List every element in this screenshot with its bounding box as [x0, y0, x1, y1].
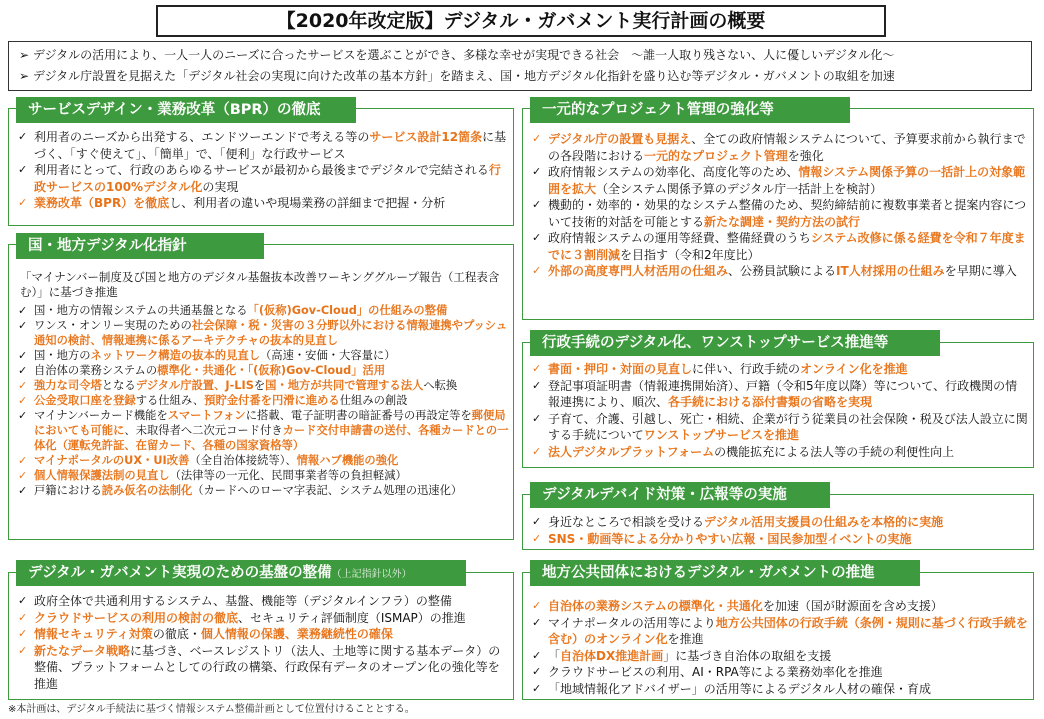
item-text: マイナポータルの活用等により — [548, 615, 716, 630]
item-text: 国・地方の情報システムの共通基盤となる — [34, 304, 248, 317]
item-text: 機動的・効率的・効果的なシステム整備のため、契約締結前に複数事業者と提案内容について技術的対話を可能とする — [548, 198, 1027, 229]
check-icon: ✓ — [18, 484, 28, 497]
intro-box — [8, 41, 1032, 91]
check-icon: ✓ — [18, 594, 28, 607]
item-text: 利用者のニーズから出発する、エンドツーエンドで考える等の — [34, 130, 370, 144]
item-text: に伴い、行政手続の — [692, 362, 801, 376]
highlight-text: マイナポータルのUX・UI改善 — [34, 454, 190, 467]
intro-line: ➢ デジタルの活用により、一人一人のニーズに合ったサービスを選ぶことができ、多様な幸せが実現できる社会 ～誰一人取り残さない、人に優しいデジタル化～ — [19, 48, 895, 62]
item-text: 、セキュリティ評価制度（ISMAP）の推進 — [238, 610, 466, 625]
item-list — [18, 303, 514, 498]
highlight-text: ネットワーク構造の抜本的見直し — [90, 349, 260, 362]
check-icon: ✓ — [532, 231, 542, 244]
check-icon: ✓ — [18, 364, 28, 377]
item-text: （カードへのローマ字表記、システム処理の迅速化） — [192, 484, 463, 497]
item-text: 利用者にとって、行政のあらゆるサービスが最初から最後までデジタルで完結される — [34, 163, 489, 177]
item-text: マイナンバーカード機能を — [34, 409, 168, 422]
list-item — [18, 626, 510, 643]
item-text: （全システム関係予算のデジタル庁一括計上を検討） — [596, 181, 883, 196]
check-icon: ✓ — [18, 454, 28, 467]
item-text: 登記事項証明書（情報連携開始済）、戸籍（令和5年度以降）等について、行政機関の情報連携により、順次、 — [548, 378, 1018, 409]
highlight-text: 外部の高度専門人材活用の仕組み — [548, 264, 729, 278]
list-item — [18, 468, 514, 483]
item-text: （法律等の一元化、民間事業者等の負担軽減） — [169, 469, 407, 482]
list-item — [532, 378, 1028, 411]
list-item — [18, 318, 514, 348]
item-text: 戸籍における — [34, 484, 102, 497]
check-icon: ✓ — [532, 681, 542, 695]
item-list — [532, 514, 1028, 547]
highlight-text: クラウドサービスの利用の検討の徹底 — [34, 610, 239, 625]
check-icon: ✓ — [532, 648, 542, 662]
highlight-text: 自治体DX推進計画 — [560, 648, 664, 663]
list-item — [18, 643, 510, 693]
list-item — [532, 531, 1028, 548]
highlight-text: 公金受取口座を登録 — [34, 394, 136, 407]
check-icon: ✓ — [532, 665, 542, 678]
highlight-text: 郵便局においても可能に — [34, 409, 506, 437]
highlight-text: 業務改革（BPR）を徹底 — [34, 196, 170, 210]
section-heading-divide: デジタルデバイド対策・広報等の実施 — [530, 482, 830, 508]
highlight-text: 一元的なプロジェクト管理 — [644, 148, 788, 163]
list-item — [532, 361, 1028, 378]
check-icon: ✓ — [532, 531, 542, 545]
highlight-text: 社会保障・税・災害の３分野以外における情報連携やプッシュ通知の検討、情報連携に係るアーキテクチャの抜本的見直し — [34, 319, 508, 347]
highlight-text: デジタル活用支援員の仕組みを本格的に実施 — [703, 515, 944, 529]
list-item — [18, 610, 510, 627]
list-item — [532, 514, 1028, 531]
item-text: を早期に導入 — [944, 264, 1017, 278]
highlight-text: カード交付申請書の送付、各種カードとの一体化（運転免許証、在留カード、各種の国家資格等） — [34, 424, 509, 452]
check-icon: ✓ — [18, 469, 28, 482]
item-text: 、全ての政府情報システムについて、予算要求前から執行までの各段階における — [548, 132, 1026, 163]
item-text: 子育て、介護、引越し、死亡・相続、企業が行う従業員の社会保険・税及び法人設立に関する手続について — [548, 411, 1028, 442]
check-icon: ✓ — [532, 264, 542, 277]
section-heading-onestop: 行政手続のデジタル化、ワンストップサービス推進等 — [530, 330, 940, 356]
list-item — [532, 681, 1028, 698]
highlight-text: 情報ハブ機能の強化 — [296, 454, 399, 467]
item-text: ワンス・オンリー実現のための — [34, 319, 192, 332]
check-icon: ✓ — [532, 411, 542, 425]
highlight-text: 地方公共団体の行政手続（条例・規則に基づく行政手続を含む）のオンライン化 — [548, 615, 1028, 646]
list-item — [18, 162, 510, 195]
intro-line: ➢ デジタル庁設置を見据えた「デジタル社会の実現に向けた改革の基本方針」を踏まえ、国・地方デジタル化指針を盛り込む等デジタル・ガバメントの取組を加速 — [19, 69, 895, 83]
check-icon: ✓ — [18, 163, 28, 176]
item-text: となる — [101, 379, 136, 392]
list-item — [532, 664, 1028, 681]
section-heading-infra-title: デジタル・ガバメント実現のための基盤の整備 — [28, 565, 332, 581]
section-heading-bpr: サービスデザイン・業務改革（BPR）の徹底 — [16, 97, 356, 123]
item-text: し、利用者の違いや現場業務の詳細まで把握・分析 — [169, 196, 446, 210]
highlight-text: システム改修に係る経費を令和７年度までに３割削減 — [548, 231, 1026, 262]
list-item — [18, 593, 510, 610]
highlight-text: 個人情報の保護、業務継続性の確保 — [200, 627, 393, 641]
highlight-text: 読み仮名の法制化 — [101, 484, 193, 497]
item-text: 政府情報システムの効率化、高度化等のため、 — [548, 165, 799, 179]
list-item — [18, 378, 514, 393]
highlight-text: 預貯金付番を円滑に進める — [204, 394, 340, 407]
check-icon: ✓ — [532, 515, 542, 528]
item-text: （高速・安価・大容量に） — [259, 349, 396, 362]
check-icon: ✓ — [532, 378, 542, 392]
check-icon: ✓ — [532, 132, 542, 145]
list-item — [532, 615, 1028, 648]
highlight-text: 書面・押印・対面の見直し — [548, 362, 693, 376]
footnote: ※本計画は、デジタル手続法に基づく情報システム整備計画として位置付けることとする。 — [8, 704, 415, 715]
highlight-text: 情報システム関係予算の一括計上の対象範囲を拡大 — [548, 165, 1026, 196]
item-text: 国・地方の — [34, 349, 91, 362]
item-text: 、未取得者へ二次元コード付き — [124, 424, 283, 437]
highlight-text: スマートフォン — [167, 409, 246, 422]
check-icon: ✓ — [532, 362, 542, 375]
item-text: に搭載、電子証明書の暗証番号の再設定等を — [245, 409, 472, 422]
check-icon: ✓ — [18, 196, 28, 209]
highlight-text: 個人情報保護法制の見直し — [34, 469, 170, 482]
list-item — [18, 303, 514, 318]
check-icon: ✓ — [532, 165, 542, 178]
item-text: （全自治体接続等）、 — [189, 454, 297, 467]
item-text: を強化 — [787, 148, 824, 163]
item-list — [18, 129, 510, 212]
highlight-text: 自治体の業務システムの標準化・共通化 — [548, 599, 763, 613]
item-text: へ転換 — [423, 379, 458, 392]
item-text: に基づく、「すぐ使えて」、「簡単」で、「便利」な行政サービス — [34, 130, 507, 161]
check-icon: ✓ — [18, 610, 28, 624]
highlight-text: 法人デジタルプラットフォーム — [548, 444, 715, 459]
section-heading-pm: 一元的なプロジェクト管理の強化等 — [530, 97, 850, 123]
highlight-text: ワンストップサービスを推進 — [643, 428, 800, 442]
highlight-text: 行政サービスの100%デジタル化 — [34, 163, 501, 194]
item-list — [532, 131, 1028, 280]
highlight-text: IT人材採用の仕組み — [836, 264, 945, 278]
highlight-text: サービス設計12箇条 — [369, 130, 483, 144]
item-text: を — [253, 379, 266, 392]
section-lead: 「マイナンバー制度及び国と地方のデジタル基盤抜本改善ワーキンググループ報告（工程表含む）」に基づき推進 — [20, 270, 500, 299]
highlight-text: SNS・動画等による分かりやすい広報・国民参加型イベントの実施 — [548, 531, 912, 546]
highlight-text: 新たなデータ戦略 — [34, 643, 131, 658]
item-text: クラウドサービスの利用、AI・RPA等による業務効率化を推進 — [548, 665, 883, 679]
item-text: 仕組みの創設 — [339, 394, 408, 407]
section-heading-infra — [16, 560, 466, 586]
item-text: する仕組み、 — [135, 394, 205, 407]
item-text: を目指す（令和2年度比） — [620, 247, 760, 262]
highlight-text: 新たな調達・契約方法の試行 — [704, 214, 861, 229]
list-item — [532, 263, 1028, 280]
check-icon: ✓ — [18, 409, 28, 422]
item-text: 「地域情報化アドバイザー」の活用等によるデジタル人材の確保・育成 — [548, 681, 932, 696]
list-item — [532, 197, 1028, 230]
item-list — [532, 598, 1028, 697]
check-icon: ✓ — [18, 379, 28, 392]
check-icon: ✓ — [18, 643, 28, 657]
page-title: 【2020年改定版】デジタル・ガバメント実行計画の概要 — [156, 5, 886, 37]
check-icon: ✓ — [18, 394, 28, 407]
list-item — [532, 444, 1028, 461]
item-text: を推進 — [667, 632, 704, 646]
check-icon: ✓ — [18, 319, 28, 332]
highlight-text: 各手続における添付書類の省略を実現 — [668, 395, 873, 409]
list-item — [532, 131, 1028, 164]
list-item — [18, 363, 514, 378]
section-heading-local: 国・地方デジタル化指針 — [16, 233, 264, 259]
list-item — [18, 453, 514, 468]
highlight-text: デジタル庁設置、J-LIS — [135, 379, 254, 392]
item-text: 」に基づき自治体の取組を支援 — [663, 648, 832, 663]
check-icon: ✓ — [532, 444, 542, 458]
item-text: の徹底・ — [152, 627, 201, 641]
highlight-text: デジタル庁の設置も見据え — [548, 132, 692, 146]
item-text: 、公務員試験による — [728, 264, 837, 278]
highlight-text: 「(仮称)Gov-Cloud」の仕組みの整備 — [247, 304, 448, 317]
section-heading-municipal: 地方公共団体におけるデジタル・ガバメントの推進 — [530, 560, 920, 586]
check-icon: ✓ — [18, 627, 28, 640]
highlight-text: 情報セキュリティ対策 — [34, 627, 153, 641]
check-icon: ✓ — [18, 130, 28, 143]
list-item — [18, 195, 510, 212]
list-item — [18, 483, 514, 498]
item-text: 身近なところで相談を受ける — [548, 515, 704, 529]
item-text: の実現 — [202, 179, 239, 194]
item-text: の機能拡充による法人等の手続の利便性向上 — [714, 444, 955, 459]
list-item — [18, 393, 514, 408]
section-heading-infra-sub: （上記指針以外） — [331, 569, 412, 580]
list-item — [532, 164, 1028, 197]
check-icon: ✓ — [532, 198, 542, 211]
highlight-text: 強力な司令塔 — [34, 379, 102, 392]
item-list — [532, 361, 1028, 460]
item-text: 自治体の業務システムの — [34, 364, 158, 377]
list-item — [532, 411, 1028, 444]
list-item — [532, 230, 1028, 263]
item-text: 政府情報システムの運用等経費、整備経費のうち — [548, 231, 811, 245]
highlight-text: オンライン化を推進 — [800, 362, 908, 376]
check-icon: ✓ — [532, 599, 542, 612]
check-icon: ✓ — [18, 304, 28, 317]
item-text: 政府全体で共通利用するシステム、基盤、機能等（デジタルインフラ）の整備 — [34, 594, 452, 608]
item-text: 「 — [548, 648, 561, 663]
item-text: を加速（国が財源面を含め支援） — [762, 599, 943, 613]
list-item — [532, 598, 1028, 615]
list-item — [532, 648, 1028, 665]
list-item — [18, 348, 514, 363]
highlight-text: 標準化・共通化・「(仮称)Gov-Cloud」活用 — [157, 364, 386, 377]
list-item — [18, 129, 510, 162]
item-list — [18, 593, 510, 692]
item-text: に基づき、ベースレジストリ（法人、土地等に関する基本データ）の整備、プラットフォームとしての行政の構築、行政保有データのオープン化の強化等を推進 — [34, 643, 501, 691]
check-icon: ✓ — [18, 349, 28, 362]
highlight-text: 国・地方が共同で管理する法人 — [265, 379, 424, 392]
list-item — [18, 408, 514, 453]
check-icon: ✓ — [532, 615, 542, 629]
